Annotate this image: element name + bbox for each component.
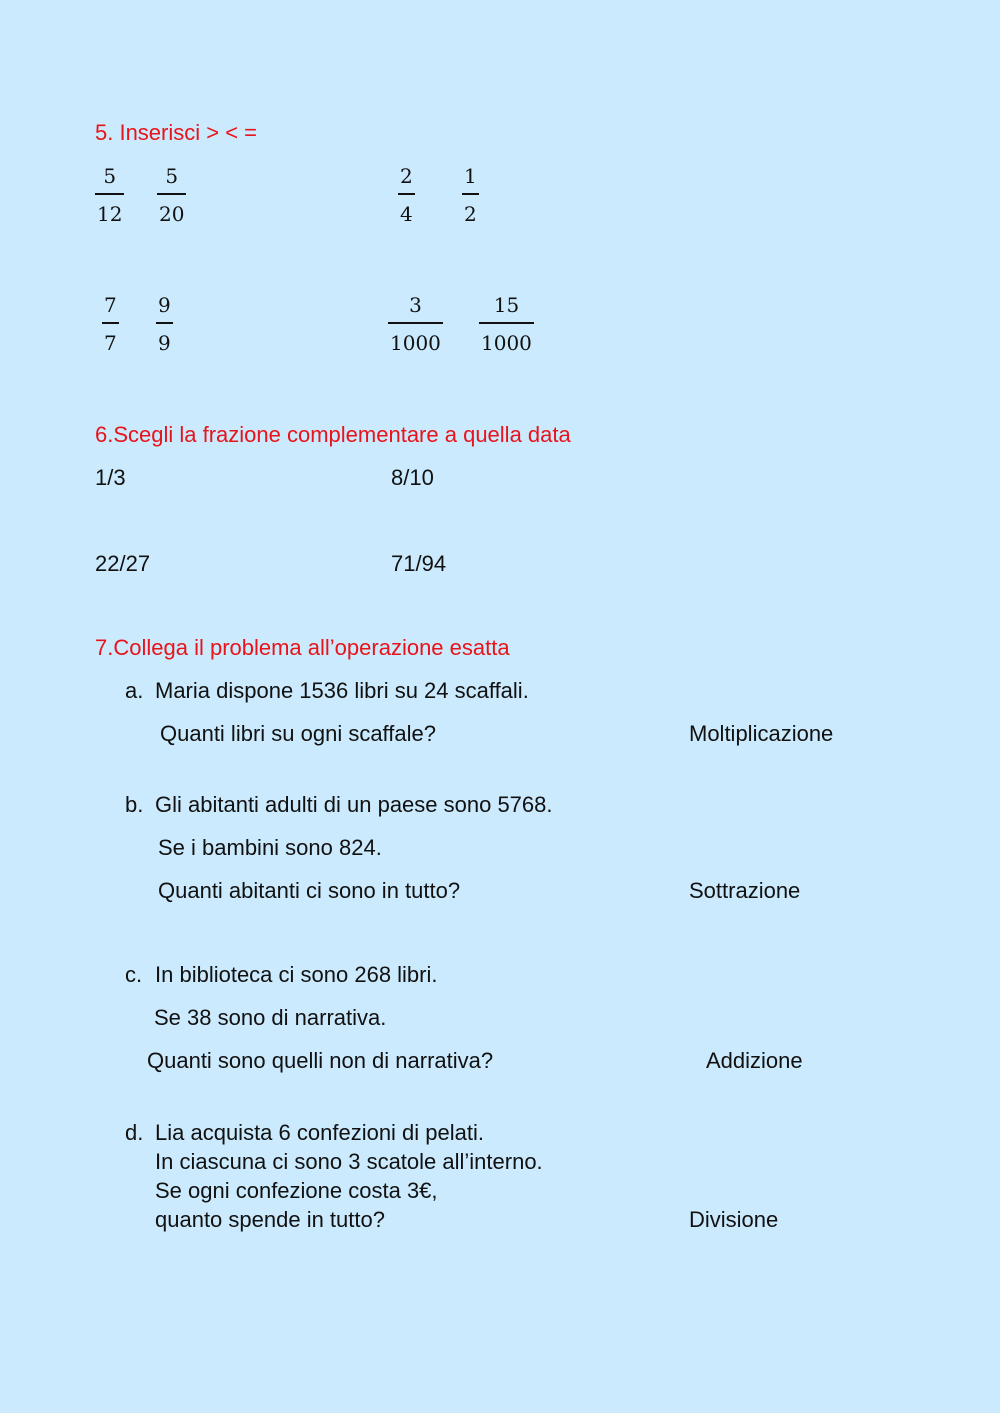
fraction-item: 8/10: [391, 465, 434, 490]
denominator: 1000: [390, 331, 441, 355]
section-6-title: 6.Scegli la frazione complementare a quella data: [95, 422, 571, 447]
operation-label: Moltiplicazione: [689, 721, 834, 746]
fraction-9-9: [156, 295, 173, 353]
problem-d-line: Se ogni confezione costa 3€,: [155, 1178, 438, 1203]
problem-c-marker: c.: [125, 962, 143, 987]
fraction-item: 1/3: [95, 465, 126, 490]
denominator: 2: [464, 202, 477, 226]
numerator: 15: [493, 293, 520, 317]
denominator: 9: [158, 331, 171, 355]
fraction-5-20: [157, 166, 186, 224]
fraction-15-1000: [479, 295, 534, 353]
numerator: 9: [158, 293, 171, 317]
fraction-5-12: [95, 166, 124, 224]
problem-d-line: quanto spende in tutto?: [155, 1207, 385, 1232]
numerator: 7: [104, 293, 117, 317]
problem-a-marker: a.: [125, 678, 144, 703]
numerator: 1: [464, 164, 477, 188]
fraction-2-4: [398, 166, 415, 224]
fraction-3-1000: [388, 295, 443, 353]
problem-b-line: Gli abitanti adulti di un paese sono 5768.: [155, 792, 553, 817]
problem-d-marker: d.: [125, 1120, 144, 1145]
denominator: 20: [159, 202, 185, 226]
problem-b-line: Se i bambini sono 824.: [158, 835, 382, 860]
operation-label: Addizione: [706, 1048, 803, 1073]
denominator: 4: [400, 202, 413, 226]
problem-a-line: Maria dispone 1536 libri su 24 scaffali.: [155, 678, 529, 703]
numerator: 2: [400, 164, 413, 188]
section-5-title: 5. Inserisci > < =: [95, 120, 258, 145]
denominator: 1000: [481, 331, 532, 355]
problem-c-line: Quanti sono quelli non di narrativa?: [147, 1048, 494, 1073]
problem-b-marker: b.: [125, 792, 144, 817]
problem-c-line: Se 38 sono di narrativa.: [154, 1005, 387, 1030]
fraction-item: 71/94: [391, 551, 447, 576]
operation-label: Divisione: [689, 1207, 779, 1232]
fraction-1-2: [462, 166, 479, 224]
problem-d-line: In ciascuna ci sono 3 scatole all’interno.: [155, 1149, 543, 1174]
denominator: 7: [104, 331, 117, 355]
problem-b-line: Quanti abitanti ci sono in tutto?: [158, 878, 461, 903]
operation-label: Sottrazione: [689, 878, 801, 903]
numerator: 3: [409, 293, 422, 317]
problem-c-line: In biblioteca ci sono 268 libri.: [155, 962, 438, 987]
problem-d-line: Lia acquista 6 confezioni di pelati.: [155, 1120, 484, 1145]
numerator: 5: [103, 164, 117, 188]
denominator: 12: [97, 202, 123, 226]
numerator: 5: [165, 164, 179, 188]
fraction-7-7: [102, 295, 119, 353]
section-7-title: 7.Collega il problema all’operazione esatta: [95, 635, 510, 660]
problem-a-line: Quanti libri su ogni scaffale?: [160, 721, 436, 746]
fraction-item: 22/27: [95, 551, 151, 576]
